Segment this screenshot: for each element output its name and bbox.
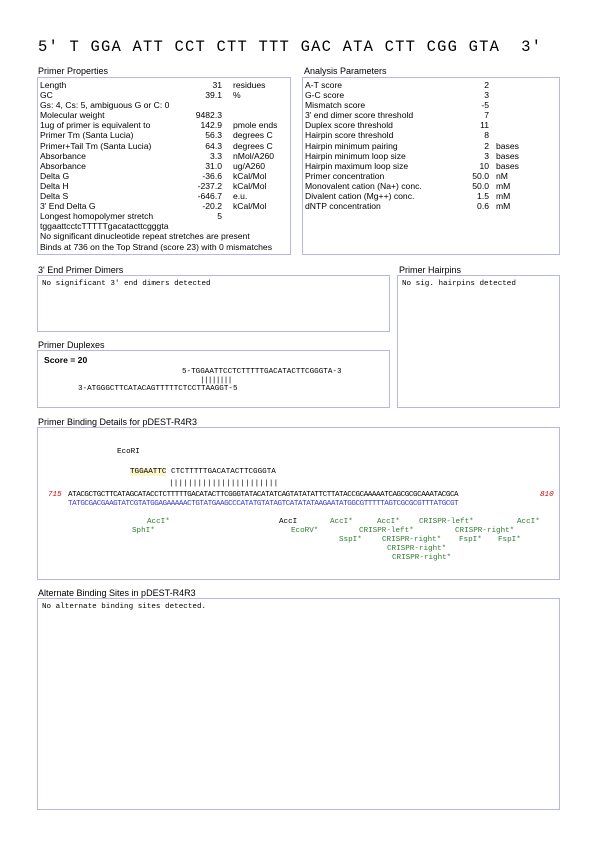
property-value: 3 <box>484 90 489 101</box>
alternate-title: Alternate Binding Sites in pDEST-R4R3 <box>38 588 196 598</box>
property-value: 9482.3 <box>195 110 222 121</box>
analysis-parameters-title: Analysis Parameters <box>304 66 387 76</box>
enzyme-label: EcoRV* <box>291 527 319 535</box>
property-label: Delta H <box>40 180 69 191</box>
enzyme-label: CRISPR-left* <box>359 527 414 535</box>
property-label: Molecular weight <box>40 110 105 121</box>
analysis-parameters-panel <box>302 77 560 255</box>
property-label: Binds at 736 on the Top Strand (score 23) with 0 mismatches <box>40 241 272 252</box>
property-label: Divalent cation (Mg++) conc. <box>305 191 415 202</box>
property-value: -5 <box>481 100 489 111</box>
duplexes-panel <box>37 350 390 408</box>
binding-match-bars: ||||||||||||||||||||||| <box>169 480 279 488</box>
property-row <box>40 161 288 171</box>
property-unit: nMol/A260 <box>233 150 275 161</box>
property-label: G-C score <box>305 90 345 101</box>
property-unit: e.u. <box>233 191 248 202</box>
property-unit: kCal/Mol <box>233 170 267 181</box>
property-label: Hairpin minimum pairing <box>305 140 398 151</box>
enzyme-label: CRISPR-right* <box>455 527 515 535</box>
enzyme-label: AccI* <box>330 518 353 526</box>
property-unit: mM <box>496 201 511 212</box>
property-label: Duplex score threshold <box>305 120 393 131</box>
binding-panel <box>37 427 560 580</box>
property-unit: mM <box>496 191 511 202</box>
property-value: 56.3 <box>205 130 222 141</box>
binding-bottom-strand: TATGCGACGAAGTATCGTATGGAGAAAAACTGTATGAAGCCCATATGTATAGTCATATATAAGAATATGGCGTTTTTAGTCGCGCGTTTATGCGT <box>68 500 459 508</box>
property-value: 31.0 <box>205 160 222 171</box>
property-value: 2 <box>484 80 489 90</box>
property-row <box>40 242 288 252</box>
property-value: -237.2 <box>197 180 222 191</box>
property-row <box>40 211 288 221</box>
property-unit: pmole ends <box>233 120 278 131</box>
property-row <box>305 141 555 151</box>
alternate-result-text: No alternate binding sites detected. <box>42 603 207 611</box>
property-unit: kCal/Mol <box>233 180 267 191</box>
binding-primer-line <box>92 468 276 476</box>
enzyme-label: CRISPR-left* <box>419 518 474 526</box>
enzyme-label: AccI* <box>147 518 170 526</box>
property-label: Length <box>40 80 67 90</box>
binding-top-strand: ATACGCTGCTTCATAGCATACCTCTTTTTGACATACTTCGGGTATACATATCAGTATATATTCTTATACCGCAAAAATCAGCGCGCAAATACGCA <box>68 491 459 499</box>
property-value: 3 <box>484 150 489 161</box>
property-value: -20.2 <box>202 201 222 212</box>
property-label: Delta S <box>40 191 69 202</box>
duplexes-title: Primer Duplexes <box>38 340 105 350</box>
property-label: 3' End Delta G <box>40 201 96 212</box>
property-row <box>305 90 555 100</box>
dimers-title: 3' End Primer Dimers <box>38 265 124 275</box>
property-value: 7 <box>484 110 489 121</box>
binding-primer-rest: CTCTTTTTGACATACTTCGGGTA <box>171 468 276 476</box>
property-row <box>40 120 288 130</box>
property-row <box>40 130 288 140</box>
property-label: No significant dinucleotide repeat stretches are present <box>40 231 250 242</box>
primer-properties-list <box>40 80 288 252</box>
property-row <box>40 100 288 110</box>
binding-title: Primer Binding Details for pDEST-R4R3 <box>38 417 198 427</box>
property-unit: kCal/Mol <box>233 201 267 212</box>
property-unit: degrees C <box>233 140 273 151</box>
property-label: dNTP concentration <box>305 201 381 212</box>
property-label: Hairpin score threshold <box>305 130 394 141</box>
property-row <box>40 110 288 120</box>
property-label: Monovalent cation (Na+) conc. <box>305 180 422 191</box>
property-row <box>305 181 555 191</box>
property-value: 3.3 <box>210 150 222 161</box>
property-row <box>40 141 288 151</box>
property-unit: degrees C <box>233 130 273 141</box>
duplex-score: Score = 20 <box>44 355 88 365</box>
binding-site-label: EcoRI <box>117 448 140 456</box>
enzyme-label: CRISPR-right* <box>382 536 442 544</box>
property-row <box>305 161 555 171</box>
property-row <box>40 181 288 191</box>
property-label: 3' end dimer score threshold <box>305 110 414 121</box>
property-row <box>305 100 555 110</box>
alternate-panel <box>37 598 560 810</box>
property-value: 64.3 <box>205 140 222 151</box>
property-value: -36.6 <box>202 170 222 181</box>
primer-properties-panel <box>37 77 291 255</box>
property-value: 10 <box>479 160 489 171</box>
property-row <box>305 110 555 120</box>
hairpins-panel <box>397 275 560 408</box>
property-unit: nM <box>496 170 508 181</box>
property-label: Hairpin maximum loop size <box>305 160 409 171</box>
property-row <box>305 171 555 181</box>
property-label: Absorbance <box>40 150 86 161</box>
property-label: Primer Tm (Santa Lucia) <box>40 130 134 141</box>
property-label: GC <box>40 90 53 101</box>
property-row <box>305 80 555 90</box>
property-value: 39.1 <box>205 90 222 101</box>
property-value: 50.0 <box>472 180 489 191</box>
property-row <box>40 201 288 211</box>
enzyme-label: SphI* <box>132 527 155 535</box>
property-value: 8 <box>484 130 489 141</box>
dimers-panel <box>37 275 390 332</box>
property-row <box>305 191 555 201</box>
property-value: 5 <box>217 211 222 222</box>
property-row <box>40 221 288 231</box>
property-value: 1.5 <box>477 191 489 202</box>
property-label: 1ug of primer is equivalent to <box>40 120 151 131</box>
property-label: Mismatch score <box>305 100 366 111</box>
primer-sequence-header <box>38 38 542 56</box>
property-value: 11 <box>480 120 489 131</box>
property-label: A-T score <box>305 80 343 90</box>
duplex-line-top: 5-TGGAATTCCTCTTTTTGACATACTTCGGGTA-3 <box>182 368 342 376</box>
property-row <box>40 231 288 241</box>
property-value: 50.0 <box>472 170 489 181</box>
property-row <box>40 191 288 201</box>
binding-start-position: 715 <box>48 491 62 499</box>
property-unit: bases <box>496 160 519 171</box>
property-value: 0.6 <box>477 201 489 212</box>
property-row <box>40 90 288 100</box>
property-value: -646.7 <box>197 191 222 202</box>
binding-end-position: 810 <box>540 491 554 499</box>
primer-sequence: T GGA ATT CCT CTT TTT GAC ATA CTT CGG GTA <box>69 38 501 56</box>
property-label: Primer+Tail Tm (Santa Lucia) <box>40 140 152 151</box>
property-label: Hairpin minimum loop size <box>305 150 406 161</box>
property-row <box>305 151 555 161</box>
property-row <box>305 120 555 130</box>
property-row <box>40 151 288 161</box>
analysis-parameters-list <box>305 80 555 211</box>
property-label: Delta G <box>40 170 70 181</box>
property-unit: ug/A260 <box>233 160 266 171</box>
dimers-result-text: No significant 3' end dimers detected <box>42 280 211 288</box>
primer-properties-title: Primer Properties <box>38 66 109 76</box>
enzyme-label: CRISPR-right* <box>387 545 447 553</box>
property-value: 142.9 <box>200 120 222 131</box>
property-row <box>40 80 288 90</box>
duplex-line-bottom: 3-ATGGGCTTCATACAGTTTTTCTCCTTAAGGT-5 <box>78 385 238 393</box>
binding-primer-highlight: TGGAATTC <box>130 468 167 476</box>
property-unit: % <box>233 90 241 101</box>
property-unit: mM <box>496 180 511 191</box>
enzyme-label: AccI* <box>377 518 400 526</box>
property-value: 2 <box>484 140 489 151</box>
property-unit: bases <box>496 150 519 161</box>
enzyme-label: AccI <box>279 518 298 526</box>
enzyme-label: FspI* <box>459 536 482 544</box>
property-row <box>305 201 555 211</box>
duplex-pair-bars: |||||||| <box>200 376 232 385</box>
property-row <box>305 130 555 140</box>
property-label: Gs: 4, Cs: 5, ambiguous G or C: 0 <box>40 100 170 111</box>
enzyme-label: FspI* <box>498 536 521 544</box>
hairpins-result-text: No sig. hairpins detected <box>402 280 516 288</box>
property-value: 31 <box>212 80 222 90</box>
property-label: tggaattcctcTTTTTgacatacttcgggta <box>40 221 169 232</box>
property-unit: bases <box>496 140 519 151</box>
enzyme-label: AccI* <box>517 518 540 526</box>
property-label: Primer concentration <box>305 170 385 181</box>
hairpins-title: Primer Hairpins <box>399 265 462 275</box>
five-prime-label: 5' <box>38 38 60 56</box>
property-label: Absorbance <box>40 160 86 171</box>
enzyme-label: CRISPR-right* <box>392 554 452 562</box>
property-row <box>40 171 288 181</box>
property-label: Longest homopolymer stretch <box>40 211 154 222</box>
three-prime-label: 3' <box>521 38 543 56</box>
property-unit: residues <box>233 80 266 90</box>
enzyme-label: SspI* <box>339 536 362 544</box>
